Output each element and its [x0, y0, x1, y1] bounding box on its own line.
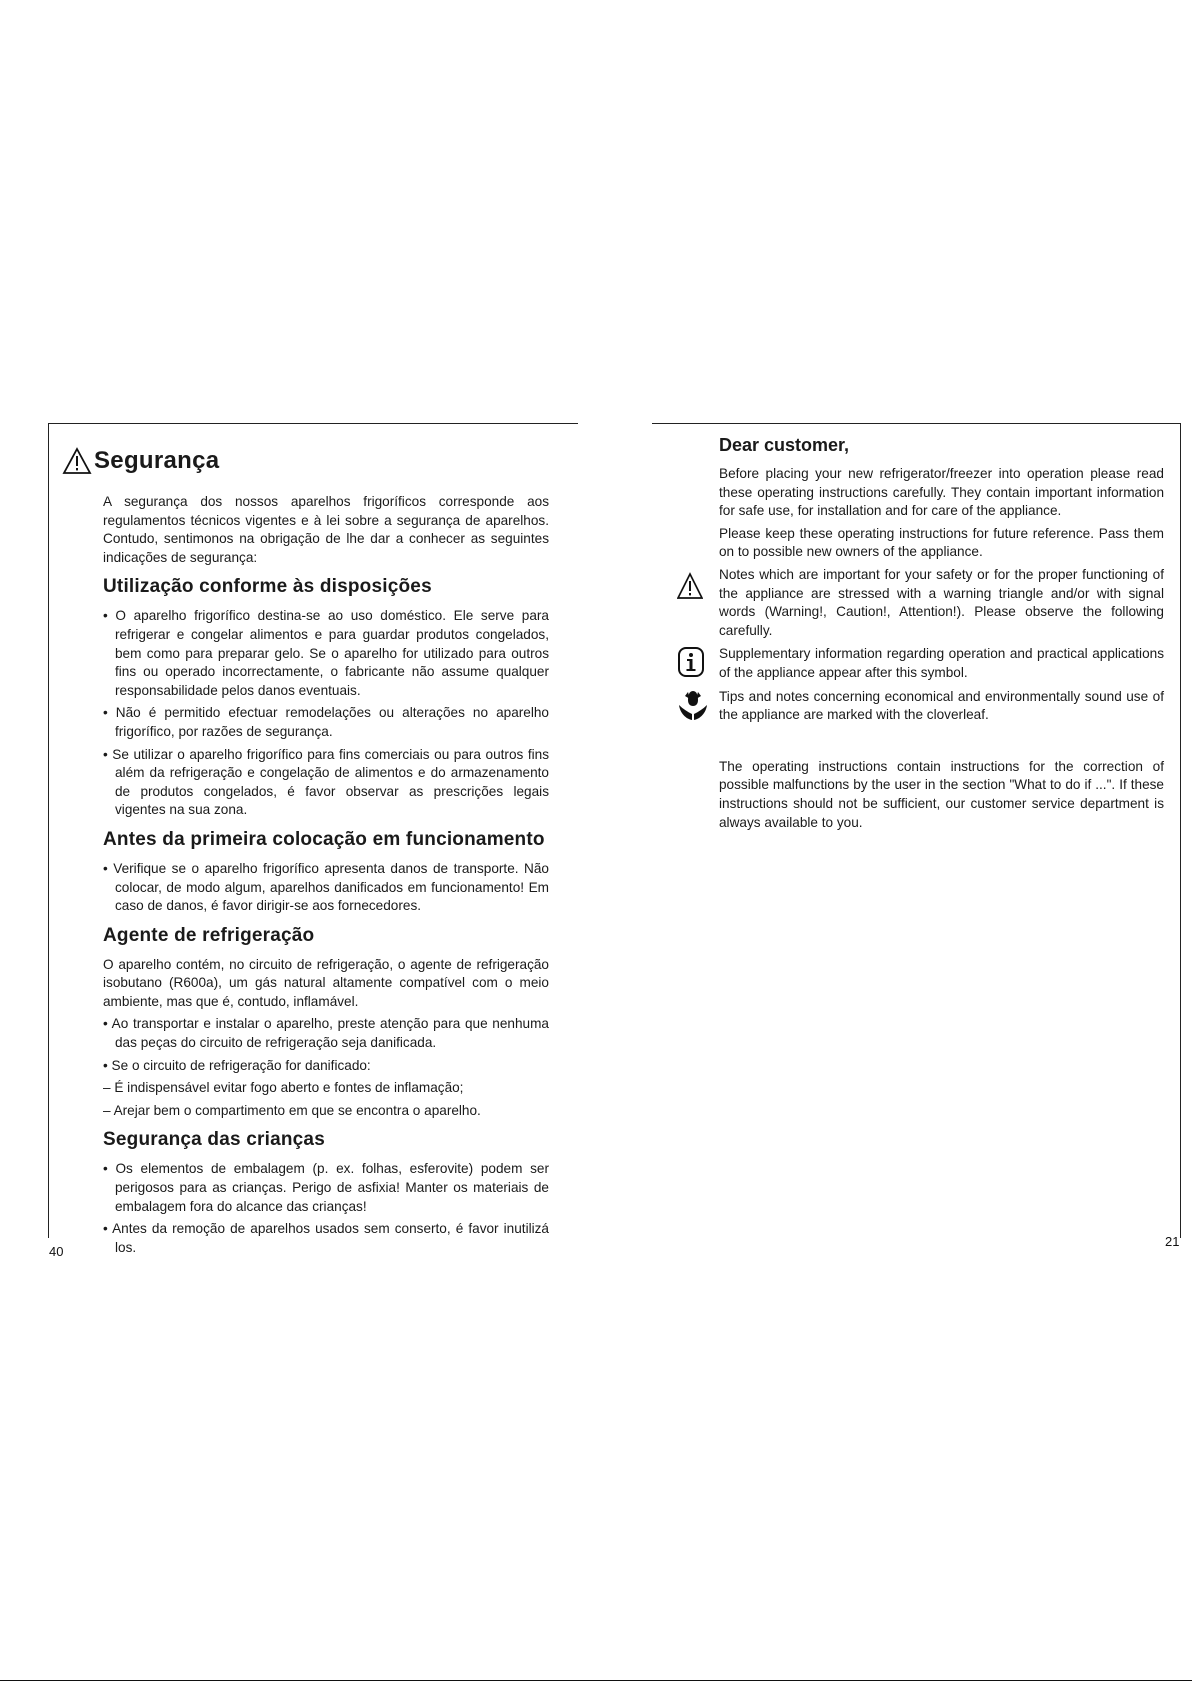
warning-triangle-icon	[677, 572, 703, 606]
safety-intro: A segurança dos nossos aparelhos frigoríficos corresponde aos regulamentos técnicos vigentes e à lei sobre a segurança de aparelhos. Contudo, sentimonos na obrigação de lhe dar a conhecer as seguintes indicações de segurança:	[103, 494, 549, 565]
list-item: • Se o circuito de refrigeração for danificado:	[103, 1057, 371, 1073]
note-info	[719, 645, 1164, 682]
right-page-column	[719, 433, 1164, 836]
list-item: • Verifique se o aparelho frigorífico apresenta danos de transporte. Não colocar, de modo algum, aparelhos danificados em funcionamento! Em caso de danos, é favor dirigir-se aos fornecedores.	[103, 860, 549, 914]
section-heading-child-safety: Segurança das crianças	[103, 1129, 325, 1151]
intro-paragraph: Before placing your new refrigerator/freezer into operation please read these operating instructions carefully. They contain important information for safe use, for installation and for care of the appliance.	[719, 466, 1164, 519]
refrigerant-paragraph: O aparelho contém, no circuito de refrigeração, o agente de refrigeração isobutano (R600a), um gás natural altamente compatível com o meio ambiente, mas que é, contudo, inflamável.	[103, 956, 549, 1009]
right-page-side-rule	[1180, 423, 1181, 1238]
section-heading-intended-use: Utilização conforme às disposições	[103, 576, 432, 598]
bottom-rule	[0, 1680, 1192, 1681]
right-page-top-rule	[652, 423, 1181, 424]
warning-triangle-icon	[62, 447, 92, 475]
list-item: • Ao transportar e instalar o aparelho, preste atenção para que nenhuma das peças do circuito de refrigeração seja danificada.	[103, 1016, 549, 1051]
list-item: • Não é permitido efectuar remodelações ou alterações no aparelho frigorífico, por razões de segurança.	[103, 705, 549, 739]
intro-paragraph: Please keep these operating instructions for future reference. Pass them on to possible new owners of the appliance.	[719, 525, 1164, 560]
section-heading-before-first-use: Antes da primeira colocação em funcionamento	[103, 828, 545, 850]
note-text: Tips and notes concerning economical and environmentally sound use of the appliance are marked with the cloverleaf.	[719, 688, 1164, 723]
list-item: • Antes da remoção de aparelhos usados sem conserto, é favor inutilizá los.	[103, 1221, 549, 1255]
left-page-side-rule	[48, 423, 49, 1238]
left-page-top-rule	[48, 423, 578, 424]
note-warning	[719, 566, 1164, 640]
closing-paragraph: The operating instructions contain instructions for the correction of possible malfunctions by the user in the section "What to do if ...". If these instructions should not be sufficient, our customer service department is always available to you.	[719, 758, 1164, 830]
page-number-right: 21	[1165, 1234, 1180, 1249]
list-item: • Se utilizar o aparelho frigorífico para fins comerciais ou para outros fins além da refrigeração e congelação de alimentos e do armazenamento de produtos congelados, é favor observar as prescrições legais vigentes na sua zona.	[103, 746, 549, 818]
note-text: Notes which are important for your safety or for the proper functioning of the appliance are stressed with a warning triangle and/or with signal words (Warning!, Caution!, Attention!). Please observe the following carefully.	[719, 566, 1164, 638]
note-text: Supplementary information regarding operation and practical applications of the appliance appear after this symbol.	[719, 646, 1164, 680]
info-icon	[677, 646, 705, 684]
page-title-text: Segurança	[94, 447, 220, 474]
note-cloverleaf	[719, 688, 1164, 725]
section-heading-refrigerant: Agente de refrigeração	[103, 924, 315, 946]
dash-item: – Arejar bem o compartimento em que se encontra o aparelho.	[103, 1102, 481, 1118]
list-item: • O aparelho frigorífico destina-se ao uso doméstico. Ele serve para refrigerar e congelar alimentos e para guardar produtos congelados, bem como para preparar gelo. Se o aparelho for utilizado para outros fins ou operado incorrectamente, o fabricante não assume qualquer responsabilidade pelos danos eventuais.	[103, 608, 549, 698]
page-number-left: 40	[49, 1244, 64, 1259]
dash-item: – É indispensável evitar fogo aberto e fontes de inflamação;	[103, 1080, 464, 1096]
cloverleaf-icon	[677, 688, 709, 728]
left-page-column	[103, 438, 549, 1261]
list-item: • Os elementos de embalagem (p. ex. folhas, esferovite) podem ser perigosos para as crianças. Perigo de asfixia! Manter os materiais de embalagem fora do alcance das crianças!	[103, 1161, 549, 1214]
greeting-heading: Dear customer,	[719, 435, 850, 455]
